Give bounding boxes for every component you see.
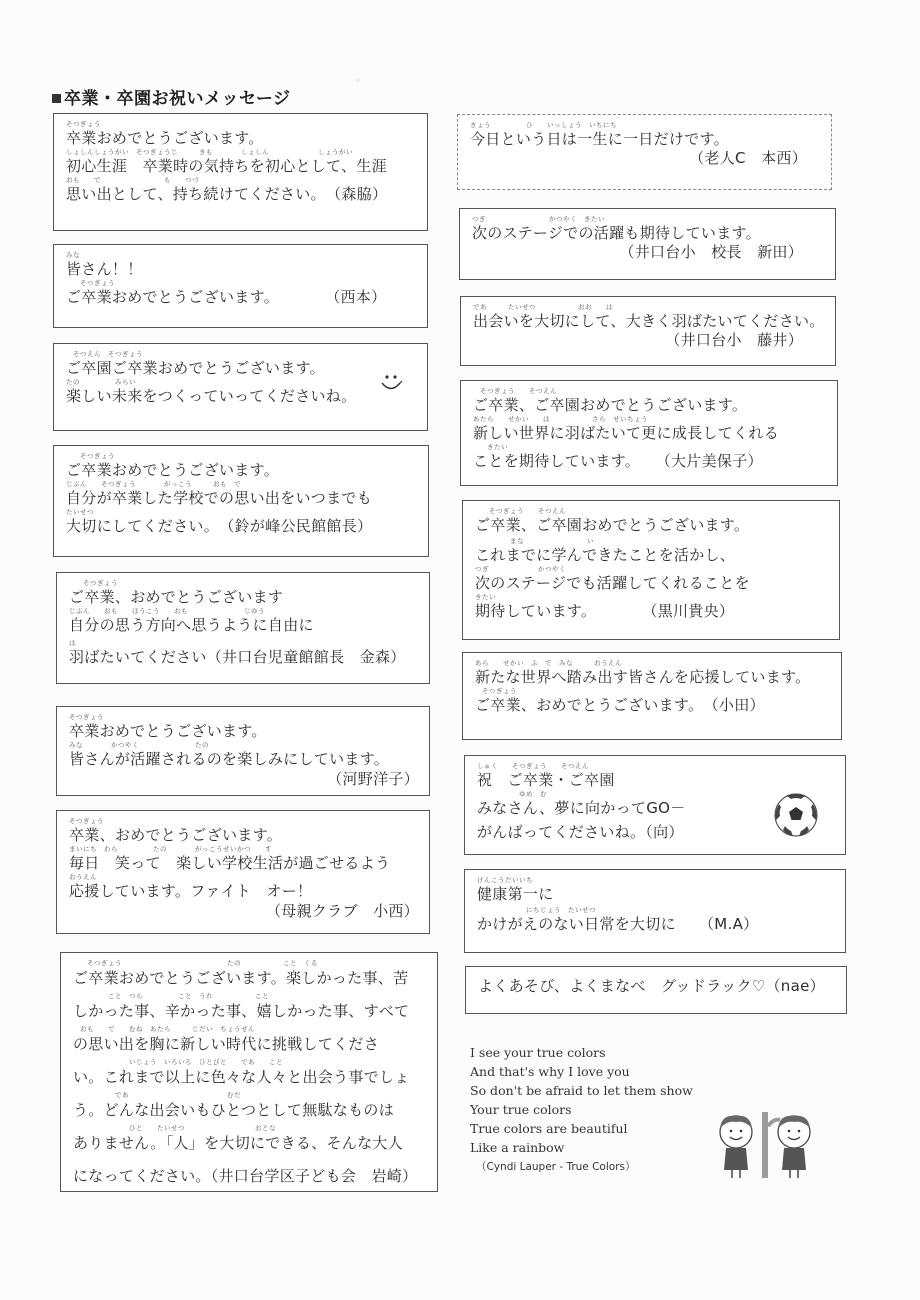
message-card [462, 652, 842, 740]
page-title: 卒業・卒園お祝いメッセージ [52, 84, 290, 109]
ruby-text: きたい [475, 593, 496, 601]
message-card [56, 572, 430, 684]
ruby-text: あたら せかい は さら せいちょう [473, 415, 648, 423]
ruby-text: まな い [475, 537, 594, 545]
message-line: い。これまで以上に色々な人々と出会う事でしょ [73, 1068, 410, 1086]
message-line: よくあそび、よくまなべ グッドラック♡（nae） [478, 977, 825, 995]
ruby-text: こと つら こと うれ こと [73, 992, 269, 1000]
message-line: 皆さんが活躍されるのを楽しみにしています。 [69, 750, 390, 768]
message-line: 皆さん！！ [66, 260, 143, 278]
message-line: ご卒業、おめでとうございます [69, 588, 284, 606]
ruby-text: そつぎょう [69, 817, 104, 825]
ruby-text: たいせつ [66, 508, 94, 516]
ruby-text: たの みらい [66, 378, 136, 386]
lyric-credit: （Cyndi Lauper - True Colors） [476, 1161, 636, 1173]
ruby-text: そつぎょう [66, 452, 115, 460]
message-card [460, 380, 838, 486]
signature: （母親クラブ 小西） [265, 902, 419, 920]
lyric-line: And that's why I love you [470, 1064, 630, 1079]
message-line: 初心生涯 卒業時の気持ちを初心として、生涯 [66, 157, 388, 175]
message-line: 新たな世界へ踏み出す皆さんを応援しています。 [475, 668, 811, 686]
ruby-text: けんこうだいいち [477, 876, 533, 884]
ruby-text: そつぎょう [66, 279, 115, 287]
message-line: の思い出を胸に新しい時代に挑戦してくださ [73, 1035, 380, 1053]
lyric-line: Like a rainbow [470, 1140, 565, 1155]
smiley-face-icon [379, 372, 405, 394]
ruby-text: じぶん おも ほうこう おも じゆう [69, 607, 265, 615]
song-lyrics [470, 1043, 693, 1177]
message-card [459, 208, 836, 280]
message-card [457, 114, 832, 190]
message-line: 期待しています。 （黒川貴央） [475, 602, 735, 620]
message-line: がんばってくださいね。（向） [477, 823, 684, 841]
ruby-text: は [69, 639, 76, 647]
ruby-text: おも で も つづ [66, 176, 199, 184]
ruby-text: であ たいせつ おお は [473, 303, 613, 311]
soccer-ball-icon [773, 792, 819, 838]
message-line: これまでに学んできたことを活かし、 [475, 546, 736, 564]
ruby-text: そつぎょう [69, 713, 104, 721]
message-line: かけがえのない日常を大切に （M.A） [477, 915, 759, 933]
message-line: 思い出として、持ち続けてください。 （森脇） [66, 185, 388, 203]
ruby-text: きたい [473, 443, 508, 451]
ruby-text: であ むだ [73, 1091, 241, 1099]
ruby-text: いじょう いろいろ ひとびと であ こと [73, 1058, 283, 1066]
message-card [464, 869, 846, 953]
ruby-text: あら せかい ふ で みな おうえん [475, 659, 622, 667]
signature: （井口台小 校長 新田） [619, 243, 803, 261]
message-card [462, 500, 840, 640]
message-line: 大切にしてください。 （鈴が峰公民館館長） [66, 517, 373, 535]
message-card [53, 343, 428, 431]
message-line: 毎日 笑って 楽しい学校生活が過ごせるよう [69, 854, 391, 872]
ruby-text: つぎ かつやく [475, 565, 566, 573]
message-card [53, 445, 429, 557]
message-line: 今日という日は一生に一日だけです。 [470, 130, 729, 148]
message-line: 次のステージでの活躍も期待しています。 [472, 224, 761, 242]
lyric-line: True colors are beautiful [470, 1121, 628, 1136]
ruby-text: つぎ かつやく きたい [472, 215, 605, 223]
message-line: 卒業おめでとうございます。 [66, 129, 264, 147]
ruby-text: そつぎょう [475, 687, 517, 695]
square-bullet-icon [52, 94, 61, 103]
message-line: ご卒業、おめでとうございます。 （小田） [475, 696, 765, 714]
ruby-text: みな かつやく たの [69, 741, 209, 749]
message-line: 応援しています。ファイト オー！ [69, 882, 313, 900]
message-line: ご卒業おめでとうございます。 （西本） [66, 288, 387, 306]
lyric-line: I see your true colors [470, 1045, 606, 1060]
message-card [53, 113, 428, 231]
message-line: みなさん、夢に向かってGO－ [477, 799, 686, 817]
message-card [56, 706, 430, 796]
ruby-text: しゅく そつぎょう そつえん [477, 762, 589, 770]
message-line: 新しい世界に羽ばたいて更に成長してくれる [473, 424, 780, 442]
ruby-text: そつぎょう たの こと くる [73, 959, 318, 967]
message-line: 次のステージでも活躍してくれることを [475, 574, 750, 592]
message-line: ご卒業、ご卒園おめでとうございます。 [475, 516, 750, 534]
message-line: 自分が卒業した学校での思い出をいつまでも [66, 489, 373, 507]
message-card [460, 296, 836, 366]
message-card [53, 244, 428, 328]
message-line: 卒業、おめでとうございます。 [69, 826, 283, 844]
message-card [60, 952, 438, 1192]
ruby-text: そつぎょう そつえん [473, 387, 557, 395]
message-line: しかった事、辛かった事、嬉しかった事、すべて [73, 1002, 410, 1020]
message-card [464, 755, 846, 855]
ruby-text: そつぎょう [66, 120, 101, 128]
ruby-text: ゆめ む [477, 790, 547, 798]
ruby-text: そつぎょう [69, 579, 118, 587]
ruby-text: しょしんしょうがい そつぎょうじ きも しょしん しょうがい [66, 148, 353, 156]
message-line: ご卒園ご卒業おめでとうございます。 [66, 359, 325, 377]
message-line: 卒業おめでとうございます。 [69, 722, 267, 740]
ruby-text: まいにち わら たの がっこうせいかつ す [69, 845, 272, 853]
two-children-illustration [708, 1108, 828, 1180]
message-line: う。どんな出会いもひとつとして無駄なものは [73, 1101, 395, 1119]
message-line: 羽ばたいてください（井口台児童館館長 金森） [69, 648, 406, 666]
message-line: になってください。（井口台学区子ども会 岩崎） [73, 1167, 418, 1185]
message-card [465, 966, 847, 1014]
ruby-text: にちじょう たいせつ [477, 906, 596, 914]
message-line: 楽しい未来をつくっていってくださいね。 [66, 387, 357, 405]
ruby-text: じぶん そつぎょう がっこう おも で [66, 480, 241, 488]
lyric-line: Your true colors [470, 1102, 572, 1117]
message-line: 健康第一に [477, 885, 554, 903]
signature: （河野洋子） [327, 770, 419, 788]
message-line: 自分の思う方向へ思うように自由に [69, 616, 314, 634]
scan-speck: ⁘ [354, 76, 362, 86]
ruby-text: おも で むね あたら じだい ちょうせん [73, 1025, 255, 1033]
ruby-text: きょう ひ いっしょう いちにち [470, 121, 617, 129]
message-line: ご卒業おめでとうございます。楽しかった事、苦 [73, 969, 409, 987]
message-line: ご卒業、ご卒園おめでとうございます。 [473, 396, 748, 414]
ruby-text: ひと たいせつ おとな [73, 1124, 276, 1132]
message-line: ありません。「人」を大切にできる、そんな大人 [73, 1134, 404, 1152]
signature: （老人C 本西） [689, 149, 807, 167]
message-line: ご卒業おめでとうございます。 [66, 461, 280, 479]
message-line: 祝 ご卒業・ご卒園 [477, 771, 615, 789]
ruby-text: そつぎょう そつえん [475, 507, 566, 515]
signature: （井口台小 藤井） [665, 331, 803, 349]
ruby-text: おうえん [69, 873, 97, 881]
ruby-text: そつえん そつぎょう [66, 350, 143, 358]
ruby-text: みな [66, 251, 80, 259]
message-line: 出会いを大切にして、大きく羽ばたいてください。 [473, 312, 825, 330]
message-card [56, 810, 430, 934]
message-line: ことを期待しています。 （大片美保子） [473, 452, 763, 470]
lyric-line: So don't be afraid to let them show [470, 1083, 693, 1098]
